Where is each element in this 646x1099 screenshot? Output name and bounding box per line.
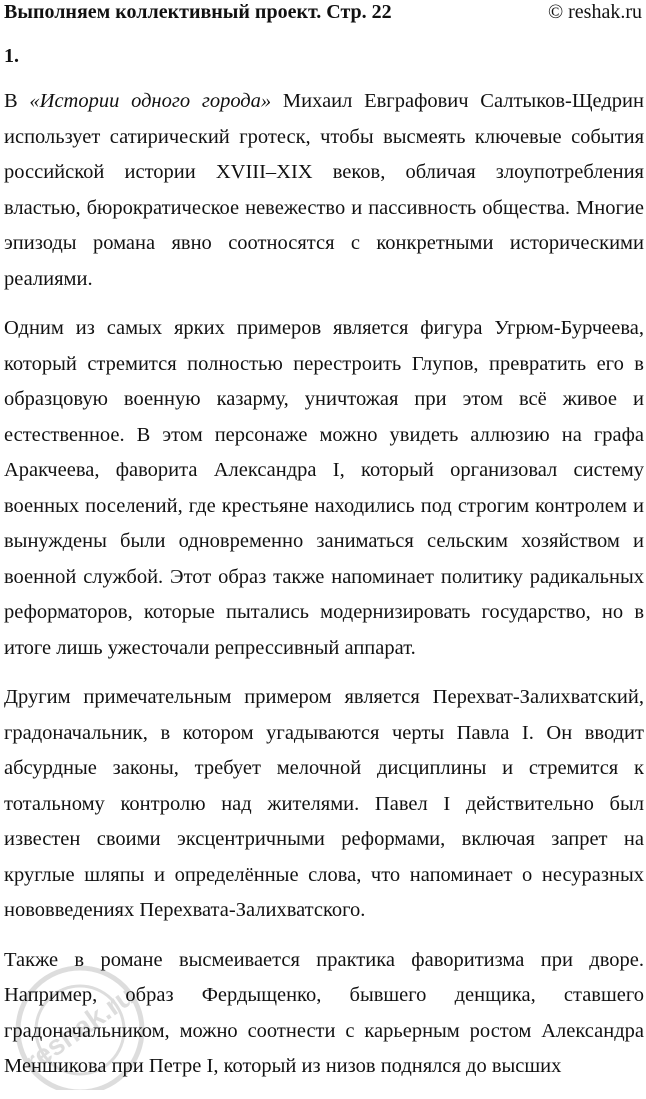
page-title: Выполняем коллективный проект. Стр. 22 <box>4 1 392 23</box>
watermark-text: reshak.ru <box>18 979 140 1078</box>
paragraph-4: Также в романе высмеивается практика фаворитизма при дворе. Например, образ Фердыщенко, бывшего денщика, ставшего градоначальником, можно соотнести с карьерным ростом Александра Меншикова при Петре I, который из низов поднялся до высших <box>4 948 644 1077</box>
page-header <box>0 0 646 26</box>
paragraph-1-prefix: В <box>4 90 30 112</box>
task-number: 1. <box>4 45 19 67</box>
answer-text <box>4 84 644 1099</box>
book-title-italic: «Истории одного города» <box>29 90 272 112</box>
paragraph-1-text: Михаил Евграфович Салтыков-Щедрин использует сатирический гротеск, чтобы высмеять ключевые события российской истории XVIII–XIX веков, обличая злоупотребления властью, бюрократическое невежество и пассивность общества. Многие эпизоды романа явно соотносятся с конкретными историческими реалиями. <box>4 90 645 290</box>
source-credit: © reshak.ru <box>547 1 642 23</box>
paragraph-3: Другим примечательным примером является Перехват-Залихватский, градоначальник, в котором угадываются черты Павла I. Он вводит абсурдные законы, требует мелочной дисциплины и стремится к тотальному контролю над жителями. Павел I действительно был известен своими эксцентричными реформами, включая запрет на круглые шляпы и определённые слова, что напоминает о несуразных нововведениях Перехвата-Залихватского. <box>4 686 644 921</box>
paragraph-1 <box>4 84 644 297</box>
paragraph-2: Одним из самых ярких примеров является фигура Угрюм-Бурчеева, который стремится полностью перестроить Глупов, превратить его в образцовую военную казарму, уничтожая при этом всё живое и естественное. В этом персонаже можно увидеть аллюзию на графа Аракчеева, фаворита Александра I, который организовал систему военных поселений, где крестьяне находились под строгим контролем и вынуждены были одновременно заниматься сельским хозяйством и военной службой. Этот образ также напоминает политику радикальных реформаторов, которые пытались модернизировать государство, но в итоге лишь ужесточали репрессивный аппарат. <box>4 317 644 659</box>
